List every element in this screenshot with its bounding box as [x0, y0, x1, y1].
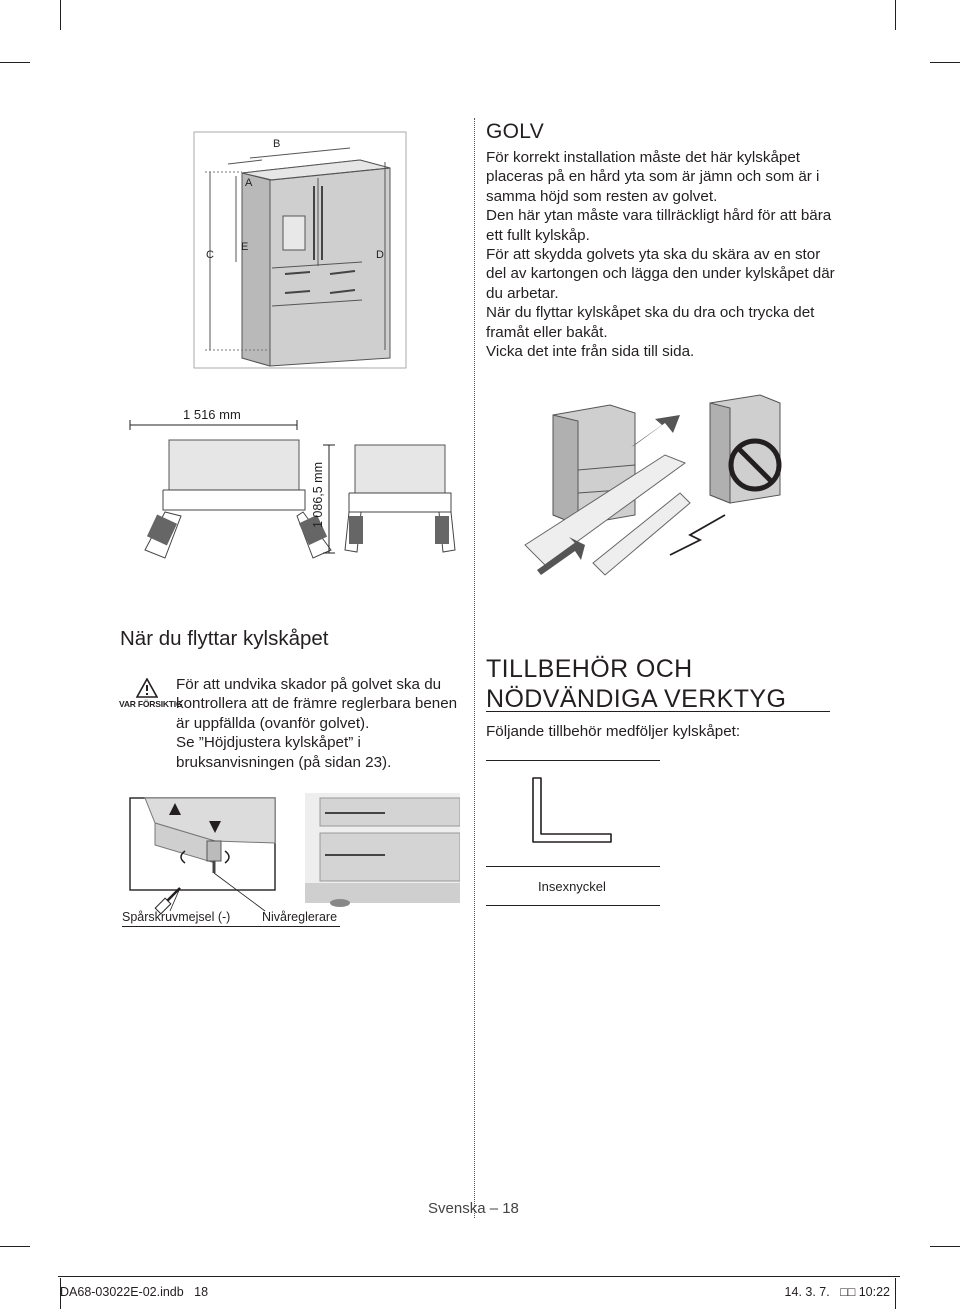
caution-text: [176, 675, 476, 772]
file-name: DA68-03022E-02.indb 18: [60, 1285, 209, 1299]
crop-mark: [60, 0, 61, 30]
leveling-leg-illustration: [125, 793, 460, 923]
page-number: Svenska – 18: [428, 1200, 519, 1217]
golv-text: [486, 148, 836, 361]
width-label: 1 516 mm: [183, 407, 241, 422]
tools-heading-line1: TILLBEHÖR OCH: [486, 655, 693, 683]
crop-mark: [895, 0, 896, 30]
warning-icon: [136, 678, 158, 698]
dim-label-c: C: [206, 249, 214, 261]
door-clearance-diagram: [125, 400, 465, 570]
tools-intro: Följande tillbehör medföljer kylskåpet:: [486, 723, 741, 740]
golv-paragraph: För att skydda golvets yta ska du skära av en stor del av kartongen och lägga den under kylskåpet där du arbetar.: [486, 246, 835, 302]
allen-key-icon: [527, 776, 617, 848]
allen-key-label: Insexnyckel: [538, 879, 606, 894]
screwdriver-label: Spårskruvmejsel (-): [122, 910, 231, 924]
column-divider: [474, 118, 475, 1218]
caution-line: För att undvika skador på golvet ska du: [176, 676, 442, 693]
golv-paragraph: För korrekt installation måste det här kylskåpet placeras på en hård yta som är jämn och som är i samma höjd som resten av golvet.: [486, 149, 820, 205]
tools-heading-rule: [486, 711, 830, 712]
golv-paragraph: Vicka det inte från sida till sida.: [486, 343, 695, 361]
crop-mark: [0, 62, 30, 63]
caution-label: VAR FÖRSIKTIG: [119, 699, 183, 709]
print-date-time: 14. 3. 7. □□ 10:22: [784, 1285, 890, 1299]
golv-paragraph: Den här ytan måste vara tillräckligt hård för att bära ett fullt kylskåp.: [486, 207, 832, 244]
golv-heading: GOLV: [486, 120, 544, 143]
dim-label-b: B: [273, 138, 281, 150]
caution-line: bruksanvisningen (på sidan 23).: [176, 753, 392, 771]
dim-label-d: D: [376, 249, 384, 261]
moving-heading: När du flyttar kylskåpet: [120, 627, 329, 650]
dim-label-e: E: [241, 241, 249, 253]
caution-line: kontrollera att de främre reglerbara benen: [176, 695, 458, 713]
print-slug: [58, 1276, 900, 1308]
tool-table-rule: [486, 905, 660, 906]
depth-label: 1 086,5 mm: [311, 461, 325, 528]
dim-label-a: A: [245, 177, 253, 189]
label-underline: [122, 926, 340, 927]
moving-fridge-illustration: [515, 375, 785, 585]
tools-heading-line2: NÖDVÄNDIGA VERKTYG: [486, 685, 787, 713]
tool-table-rule: [486, 866, 660, 867]
crop-mark: [930, 62, 960, 63]
leveler-label: Nivåreglerare: [262, 910, 338, 924]
tools-heading: [486, 654, 786, 714]
caution-line: är uppfällda (ovanför golvet).: [176, 714, 370, 732]
caution-line: Se ”Höjdjustera kylskåpet” i: [176, 734, 361, 752]
crop-mark: [930, 1246, 960, 1247]
tool-table-rule: [486, 760, 660, 761]
fridge-dimensions-illustration: [190, 128, 410, 373]
crop-mark: [0, 1246, 30, 1247]
golv-paragraph: När du flyttar kylskåpet ska du dra och trycka det framåt eller bakåt.: [486, 304, 815, 341]
